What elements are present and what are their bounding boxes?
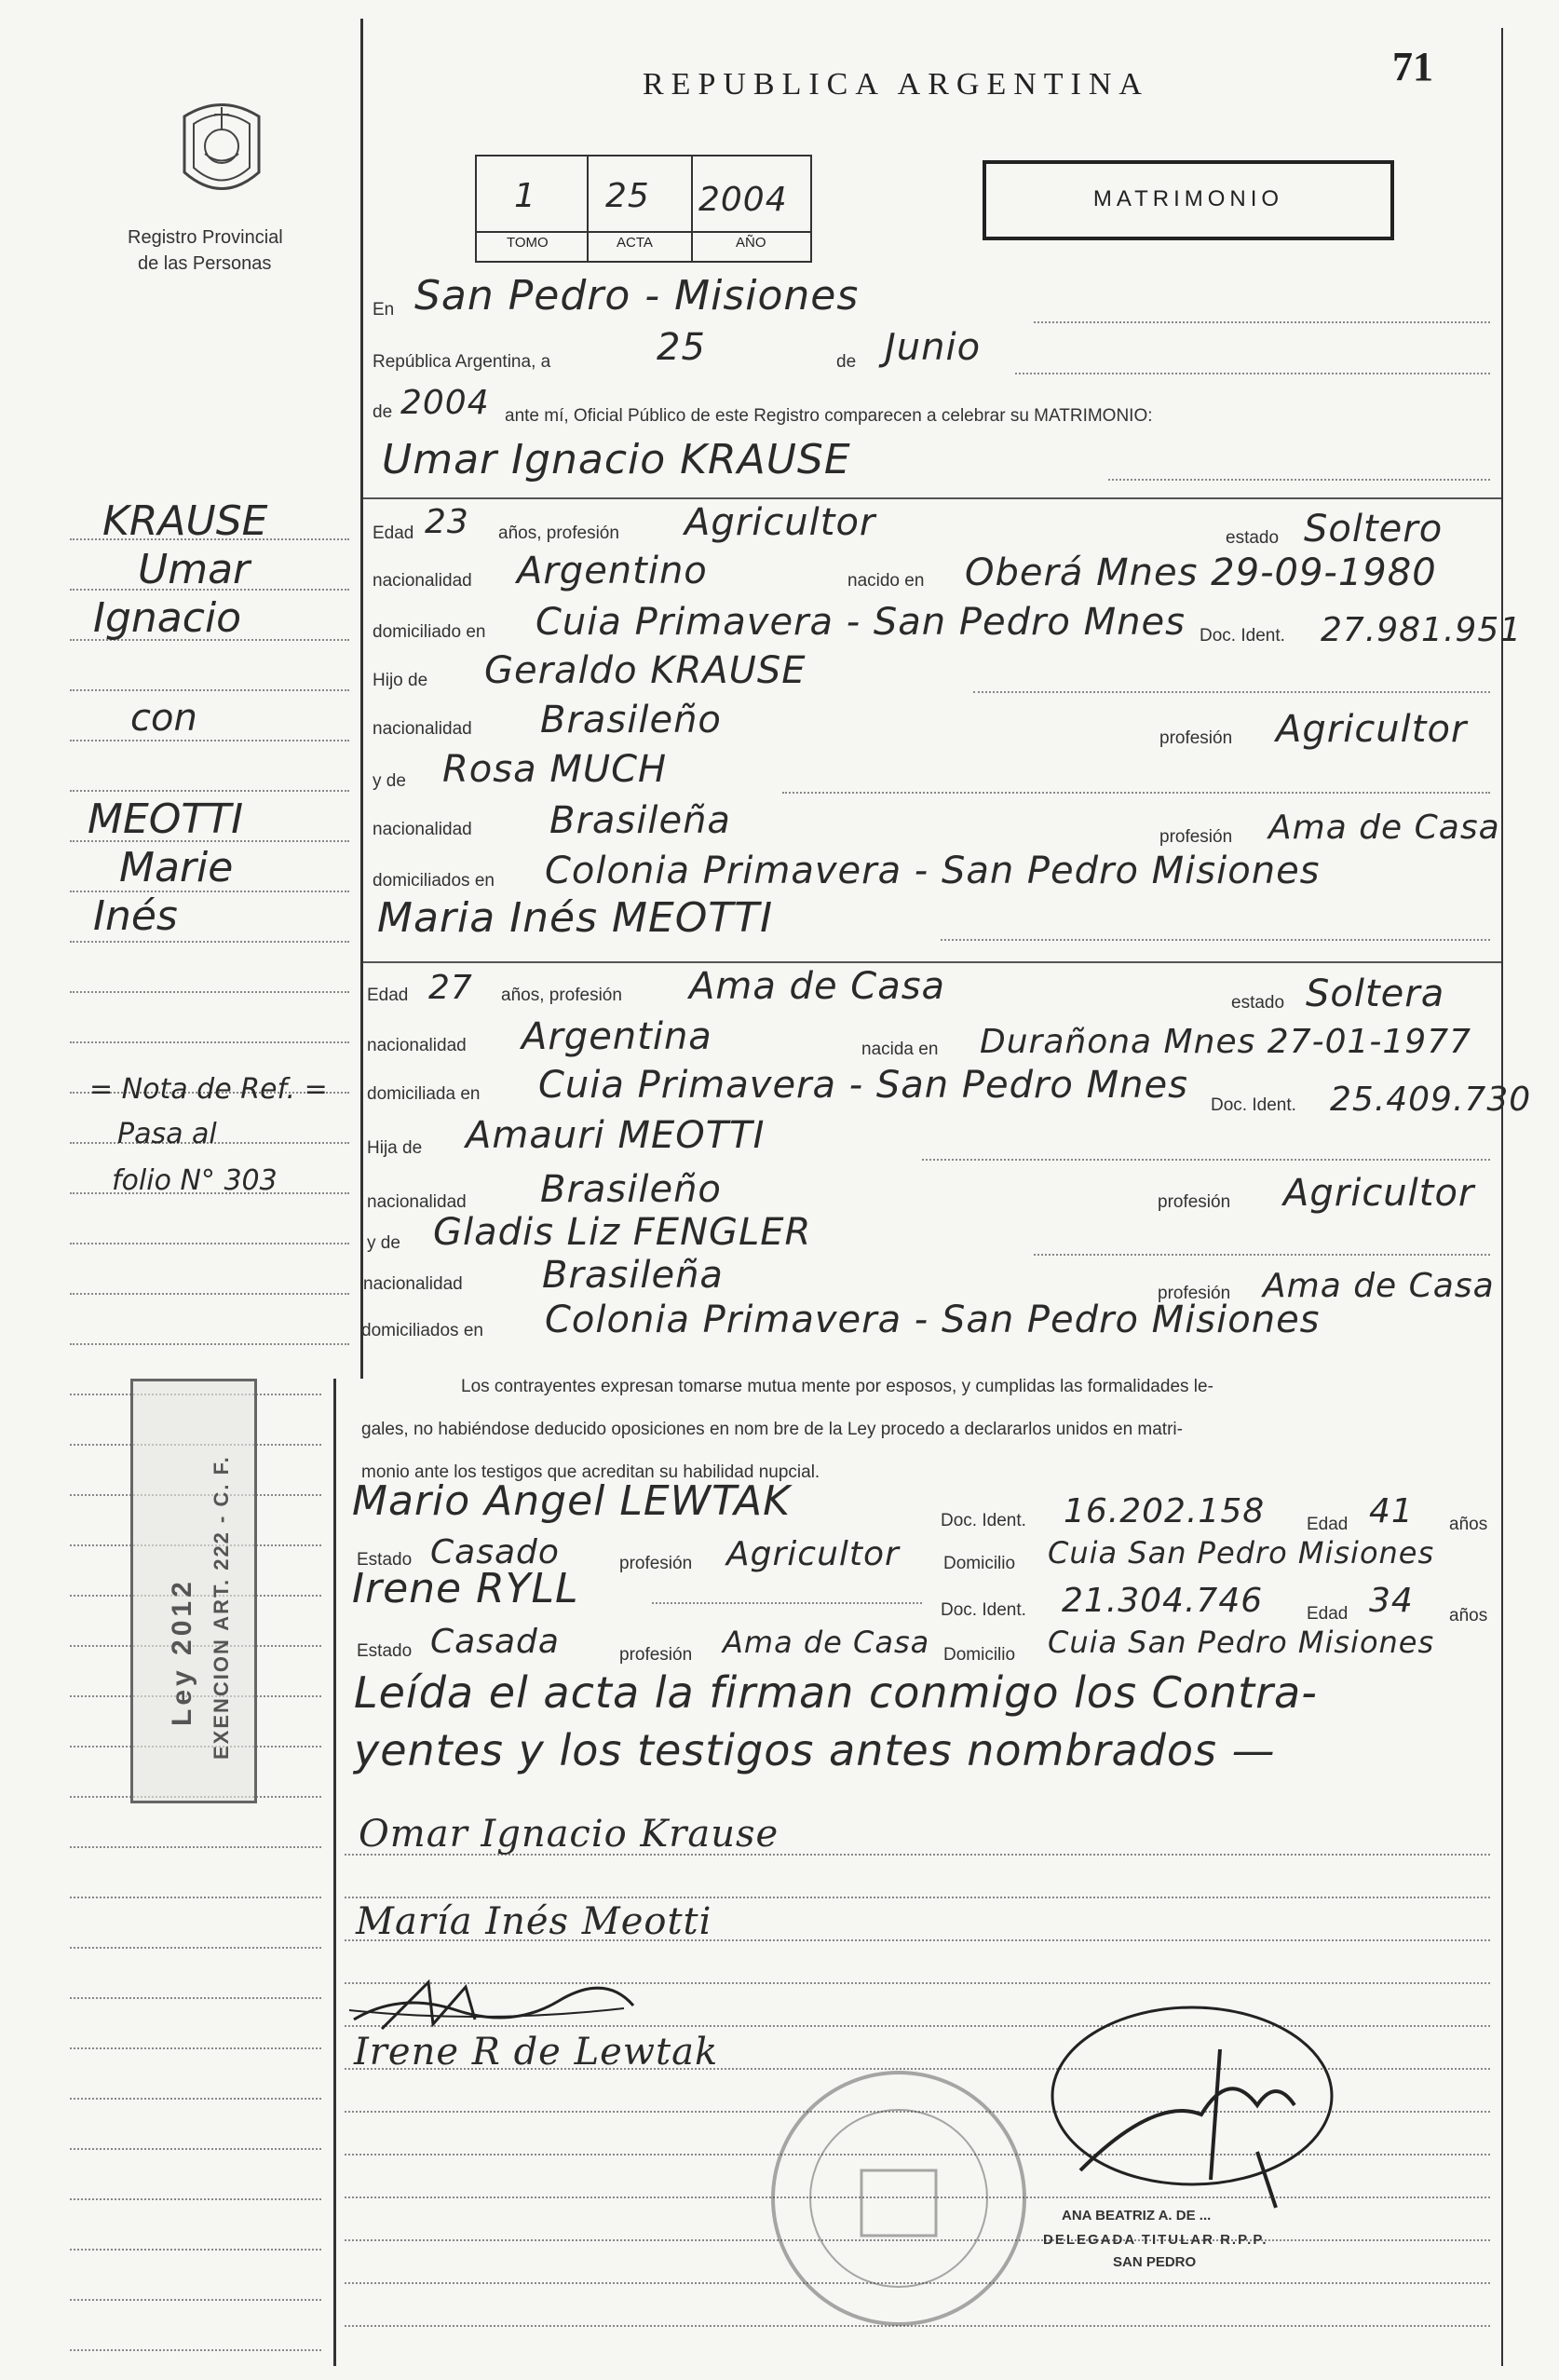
- acta-value: 25: [605, 177, 650, 215]
- groom-parents-address-label: domiciliados en: [373, 871, 495, 891]
- witness1-profession: Agricultor: [726, 1535, 900, 1573]
- bride-nationality-label: nacionalidad: [367, 1036, 467, 1055]
- margin-rule: [70, 1343, 349, 1345]
- witness1-estado-label: Estado: [357, 1550, 413, 1570]
- margin-rule: [70, 1947, 321, 1949]
- bride-mother: Gladis Liz FENGLER: [433, 1211, 812, 1254]
- groom-nationality: Argentino: [517, 550, 708, 592]
- de-label: de: [836, 352, 857, 372]
- signature-bride: María Inés Meotti: [356, 1900, 712, 1943]
- bride-father: Amauri MEOTTI: [466, 1114, 766, 1157]
- witness1-address-label: Domicilio: [943, 1554, 1016, 1573]
- margin-divider-top: [360, 19, 363, 1379]
- witness1-name: Mario Angel LEWTAK: [352, 1477, 791, 1525]
- margin-rule: [70, 740, 349, 741]
- bride-father-nat-label: nacionalidad: [367, 1192, 467, 1212]
- groom-full-name: Umar Ignacio KRAUSE: [382, 436, 851, 483]
- closing-line2: yentes y los testigos antes nombrados —: [354, 1725, 1276, 1775]
- appear-text: ante mí, Oficial Público de este Registro comparecen a celebrar su MATRIMONIO:: [505, 406, 1153, 426]
- bride-father-prof: Agricultor: [1283, 1172, 1475, 1215]
- witness1-address: Cuia San Pedro Misiones: [1048, 1535, 1435, 1571]
- margin-rule: [70, 790, 349, 792]
- witness2-address-label: Domicilio: [943, 1645, 1016, 1665]
- groom-address: Cuia Primavera - San Pedro Mnes: [535, 601, 1186, 644]
- witness1-doc-label: Doc. Ident.: [941, 1511, 1026, 1530]
- margin-rule: [70, 2299, 321, 2301]
- signature-witness2: Irene R de Lewtak: [354, 2031, 719, 2074]
- margin-rule: [70, 991, 349, 993]
- margin-rule: [70, 2249, 321, 2251]
- bride-father-nat: Brasileño: [540, 1168, 722, 1211]
- groom-estado-label: estado: [1226, 528, 1280, 548]
- margin-rule: [70, 2198, 321, 2200]
- day: 25: [657, 326, 706, 369]
- margin-rule: [70, 1243, 349, 1244]
- bride-father-label: Hija de: [367, 1138, 423, 1158]
- record-type-box: [983, 160, 1394, 240]
- witness2-age: 34: [1369, 1582, 1414, 1620]
- official-line1: ANA BEATRIZ A. DE ...: [1062, 2208, 1212, 2224]
- groom-nationality-label: nacionalidad: [373, 571, 472, 591]
- margin-given-bride: Marie: [119, 844, 234, 891]
- groom-mother-prof: Ama de Casa: [1268, 809, 1500, 847]
- bride-doc-label: Doc. Ident.: [1211, 1095, 1296, 1115]
- margin-rule: [70, 2098, 321, 2100]
- bride-estado: Soltera: [1306, 972, 1445, 1015]
- page-number: 71: [1392, 44, 1433, 89]
- record-number-box: [475, 155, 812, 263]
- witness1-estado: Casado: [430, 1533, 560, 1571]
- bride-father-prof-label: profesión: [1158, 1192, 1231, 1212]
- groom-mother-prof-label: profesión: [1159, 827, 1233, 847]
- bride-nationality: Argentina: [522, 1015, 712, 1058]
- witness1-age-label: Edad: [1307, 1515, 1349, 1534]
- year-prefix: de: [373, 402, 393, 422]
- groom-doc: 27.981.951: [1321, 611, 1523, 649]
- right-border: [1501, 28, 1503, 2366]
- groom-mother-nat: Brasileña: [549, 799, 731, 842]
- margin-surname-bride: MEOTTI: [88, 796, 244, 843]
- bride-birth: Durañona Mnes 27-01-1977: [980, 1023, 1471, 1061]
- groom-father-label: Hijo de: [373, 671, 428, 690]
- registry-name-line2: de las Personas: [138, 253, 272, 274]
- bride-parents-address: Colonia Primavera - San Pedro Misiones: [545, 1299, 1321, 1341]
- margin-given-bride-2: Inés: [93, 892, 178, 940]
- bride-full-name: Maria Inés MEOTTI: [377, 894, 774, 942]
- signature-rule: [345, 1897, 1490, 1898]
- stamp-law: Ley 2012: [167, 1578, 197, 1726]
- margin-rule: [70, 1997, 321, 1999]
- margin-surname-groom: KRAUSE: [102, 497, 268, 545]
- anio-value: 2004: [698, 181, 788, 219]
- bride-profession: Ama de Casa: [689, 965, 946, 1008]
- witness2-estado: Casada: [430, 1623, 560, 1661]
- margin-rule: [70, 2047, 321, 2049]
- margin-note-line3: folio N° 303: [112, 1164, 278, 1197]
- witness2-doc: 21.304.746: [1062, 1582, 1264, 1620]
- margin-rule: [70, 2349, 321, 2351]
- en-label: En: [373, 300, 395, 320]
- witness2-address: Cuia San Pedro Misiones: [1048, 1625, 1435, 1660]
- year: 2004: [400, 384, 490, 422]
- groom-father: Geraldo KRAUSE: [484, 649, 807, 692]
- tax-exemption-stamp: [130, 1379, 257, 1803]
- groom-age-label: Edad: [373, 524, 414, 543]
- groom-mother-nat-label: nacionalidad: [373, 820, 472, 839]
- margin-rule: [70, 2148, 321, 2150]
- groom-estado: Soltero: [1304, 508, 1444, 551]
- bride-address-label: domiciliada en: [367, 1084, 481, 1104]
- groom-mother: Rosa MUCH: [442, 748, 668, 791]
- groom-father-nat: Brasileño: [540, 699, 722, 741]
- groom-parents-address: Colonia Primavera - San Pedro Misiones: [545, 850, 1321, 892]
- witness2-doc-label: Doc. Ident.: [941, 1600, 1026, 1620]
- witness2-years-label: años: [1449, 1606, 1488, 1625]
- tomo-value: 1: [514, 177, 536, 215]
- bride-parents-address-label: domiciliados en: [361, 1321, 483, 1340]
- bride-mother-label: y de: [367, 1233, 400, 1253]
- witness1-age: 41: [1369, 1492, 1414, 1530]
- groom-profession-label: años, profesión: [498, 524, 619, 543]
- witness1-doc: 16.202.158: [1064, 1492, 1266, 1530]
- official-line3: SAN PEDRO: [1113, 2254, 1197, 2270]
- groom-address-label: domiciliado en: [373, 622, 486, 642]
- record-type: MATRIMONIO: [1092, 186, 1284, 211]
- declaration-line1: Los contrayentes expresan tomarse mutua mente por esposos, y cumplidas las formalidades le-: [461, 1377, 1213, 1396]
- witness2-name: Irene RYLL: [352, 1565, 579, 1612]
- bride-age-label: Edad: [367, 986, 409, 1005]
- bride-mother-prof: Ama de Casa: [1263, 1267, 1495, 1305]
- margin-note-line1: = Nota de Ref. =: [89, 1073, 328, 1106]
- bride-doc: 25.409.730: [1330, 1081, 1532, 1119]
- groom-born-label: nacido en: [847, 571, 925, 591]
- declaration-line3: monio ante los testigos que acreditan su habilidad nupcial.: [361, 1462, 820, 1482]
- groom-father-prof: Agricultor: [1276, 708, 1468, 751]
- margin-rule: [70, 1846, 321, 1848]
- groom-mother-label: y de: [373, 771, 406, 791]
- witness2-profession-label: profesión: [619, 1645, 693, 1665]
- margin-divider-bottom: [333, 1379, 336, 2366]
- stamp-exemption: EXENCION ART. 222 - C. F.: [210, 1455, 233, 1760]
- place: San Pedro - Misiones: [414, 272, 860, 320]
- margin-rule: [70, 1041, 349, 1043]
- bride-mother-prof-label: profesión: [1158, 1284, 1231, 1303]
- month: Junio: [885, 326, 982, 369]
- margin-note-line2: Pasa al: [117, 1118, 217, 1150]
- witness2-age-label: Edad: [1307, 1604, 1349, 1624]
- groom-father-nat-label: nacionalidad: [373, 719, 472, 739]
- bride-age: 27: [428, 969, 473, 1007]
- anio-label: AÑO: [736, 235, 766, 251]
- official-round-stamp: [764, 2063, 1034, 2333]
- groom-doc-label: Doc. Ident.: [1200, 626, 1285, 646]
- bride-mother-nat: Brasileña: [542, 1254, 724, 1297]
- registry-name-line1: Registro Provincial: [128, 227, 283, 248]
- bride-mother-nat-label: nacionalidad: [363, 1274, 463, 1294]
- witness1-profession-label: profesión: [619, 1554, 693, 1573]
- margin-given-groom: Umar: [138, 546, 251, 593]
- margin-rule: [70, 1293, 349, 1295]
- bride-estado-label: estado: [1231, 993, 1285, 1013]
- republica-label: República Argentina, a: [373, 352, 551, 372]
- signature-groom: Omar Ignacio Krause: [359, 1813, 780, 1856]
- closing-line1: Leída el acta la firman conmigo los Contra-: [354, 1667, 1318, 1718]
- registry-seal-icon: [166, 88, 278, 210]
- country-title: REPUBLICA ARGENTINA: [643, 67, 1149, 102]
- witness2-profession: Ama de Casa: [723, 1625, 930, 1660]
- margin-rule: [70, 689, 349, 691]
- signature-witness1: [345, 1973, 643, 2038]
- bride-profession-label: años, profesión: [501, 986, 622, 1005]
- groom-birth: Oberá Mnes 29-09-1980: [965, 551, 1437, 594]
- margin-rule: [70, 1897, 321, 1898]
- acta-label: ACTA: [617, 235, 653, 251]
- witness1-years-label: años: [1449, 1515, 1488, 1534]
- official-signature: [1043, 1993, 1360, 2217]
- declaration-line2: gales, no habiéndose deducido oposiciones en nom bre de la Ley procedo a declararlos unidos en matri-: [361, 1420, 1183, 1439]
- tomo-label: TOMO: [507, 235, 549, 251]
- margin-given-groom-2: Ignacio: [93, 594, 242, 642]
- bride-address: Cuia Primavera - San Pedro Mnes: [538, 1064, 1188, 1107]
- groom-father-prof-label: profesión: [1159, 728, 1233, 748]
- official-line2: DELEGADA TITULAR R.P.P.: [1043, 2232, 1268, 2248]
- margin-rule: [70, 941, 349, 943]
- groom-age: 23: [425, 503, 469, 541]
- bride-born-label: nacida en: [861, 1040, 939, 1059]
- margin-con: con: [130, 697, 197, 740]
- groom-profession: Agricultor: [685, 501, 876, 544]
- witness2-estado-label: Estado: [357, 1641, 413, 1661]
